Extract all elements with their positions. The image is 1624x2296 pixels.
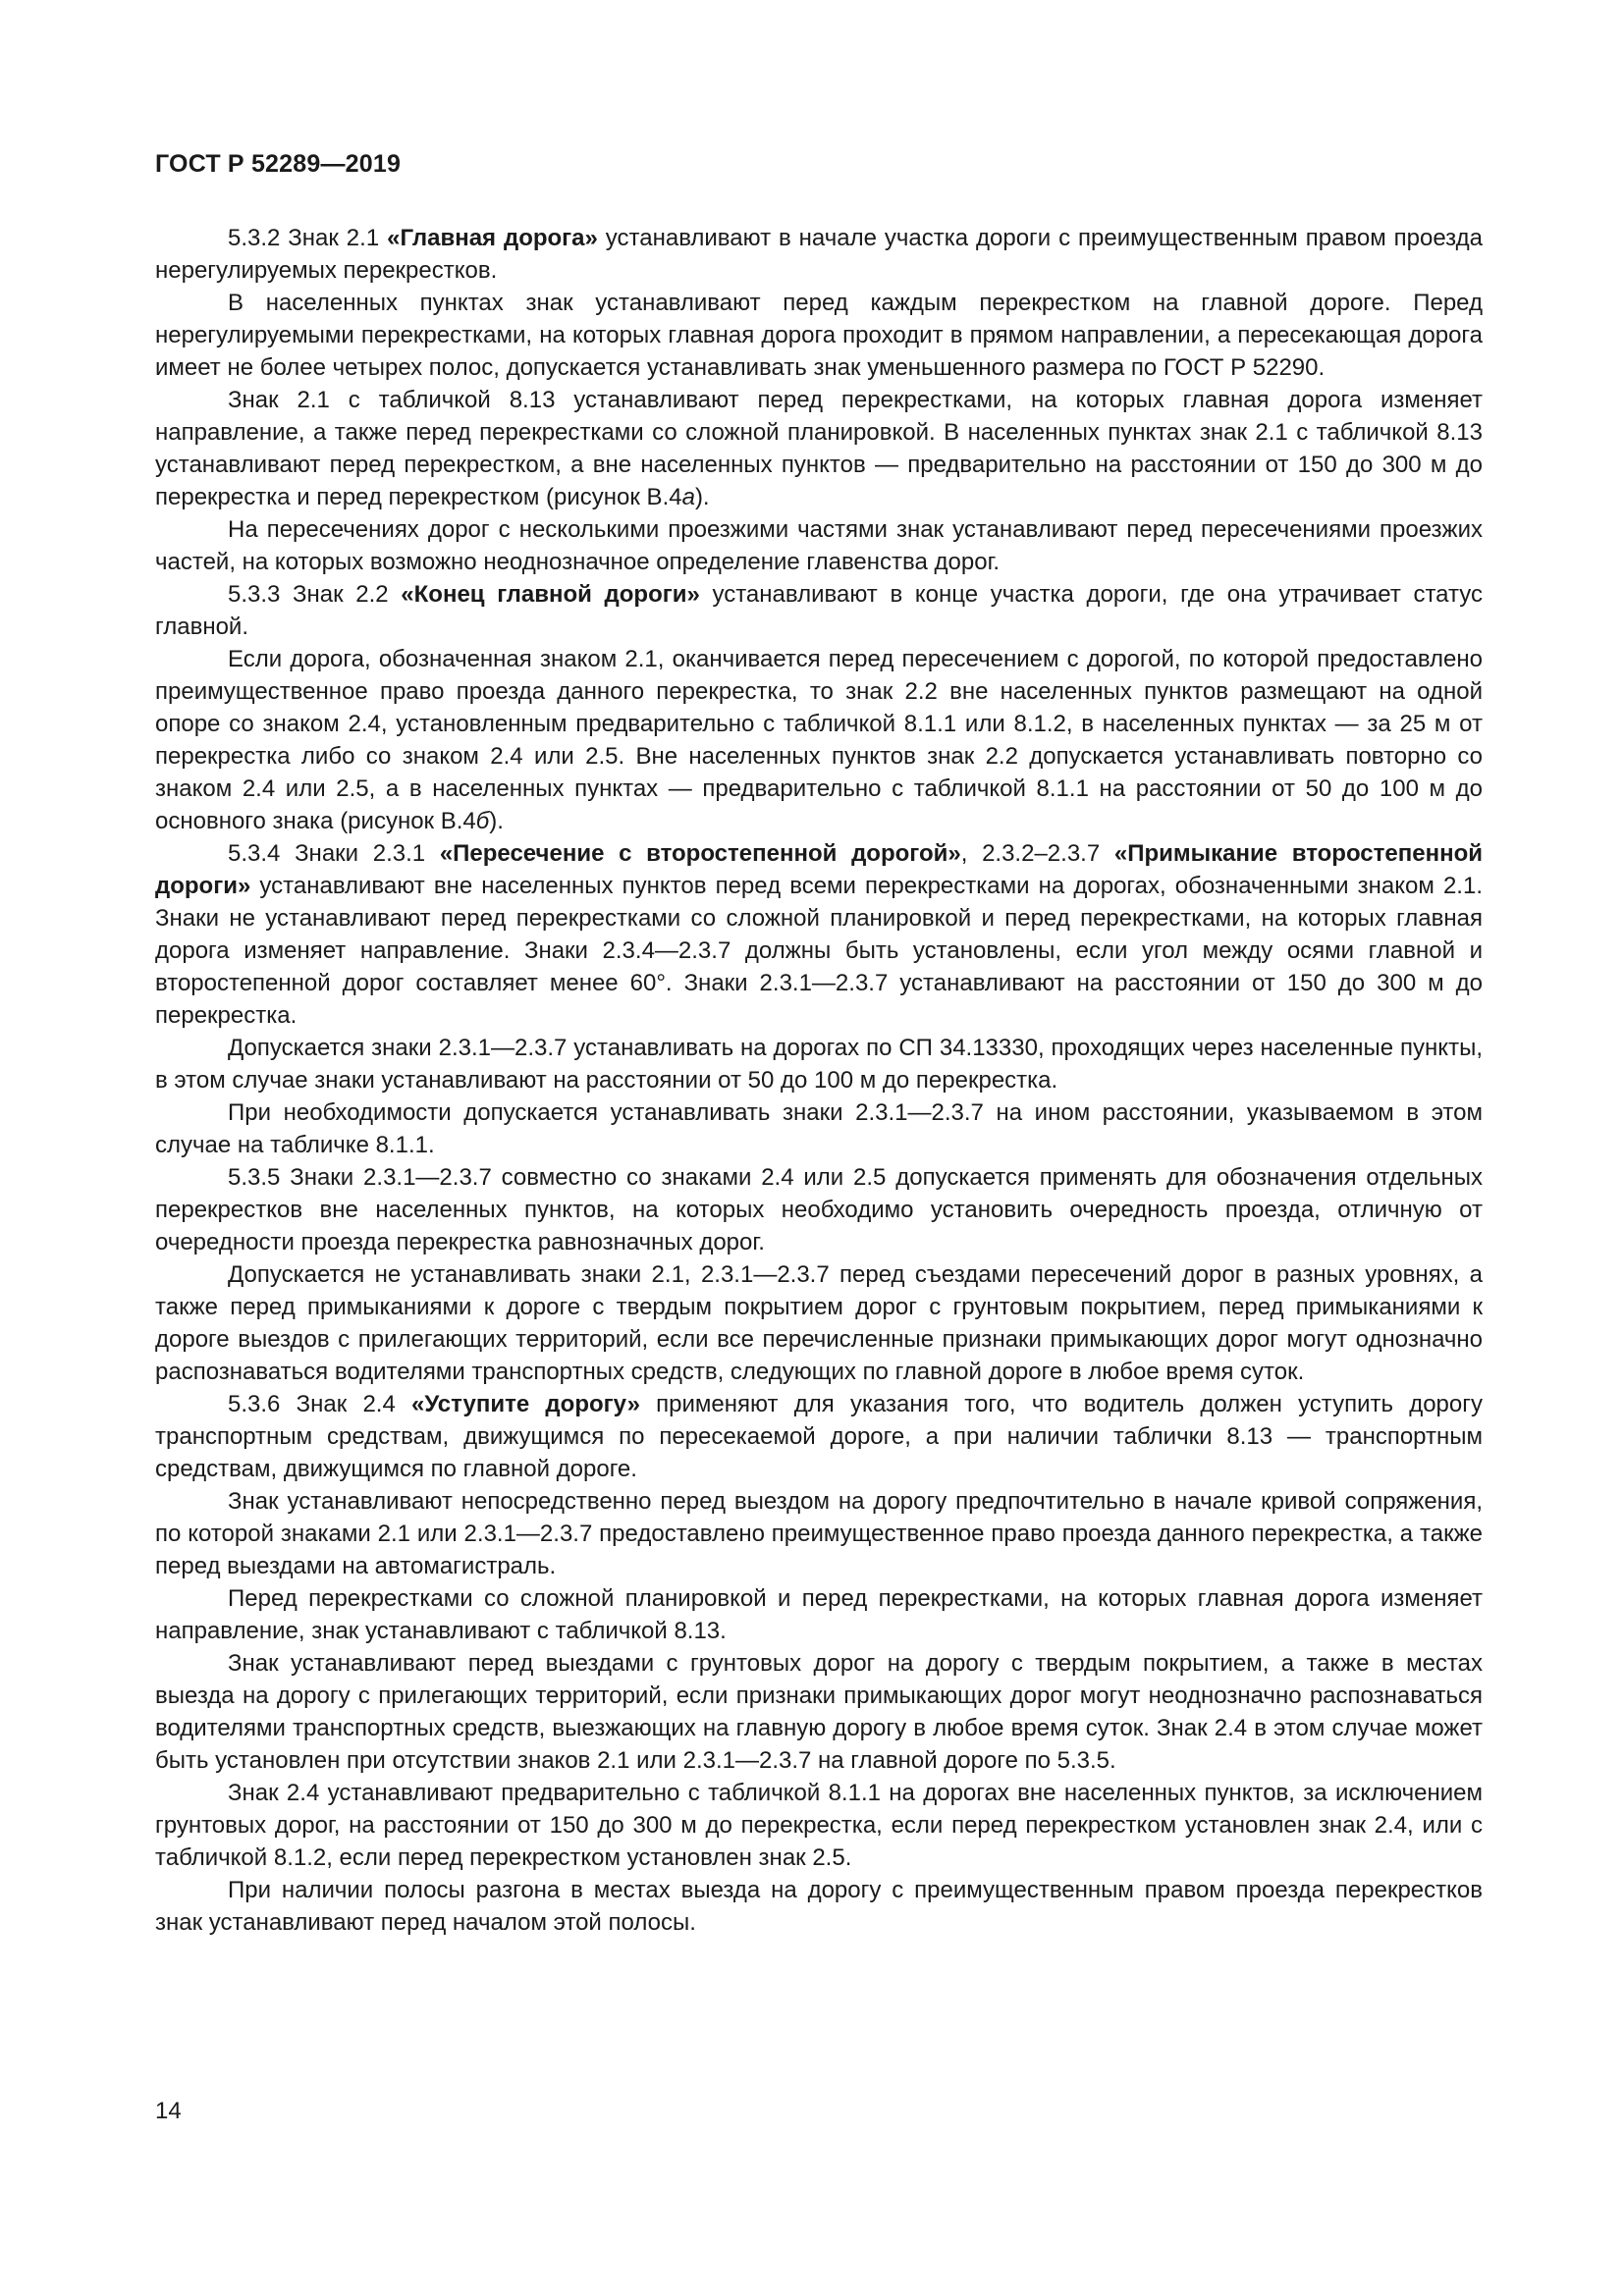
paragraph [155,1582,1483,1647]
paragraph [155,1161,1483,1258]
paragraph [155,837,1483,1032]
document-header: ГОСТ Р 52289—2019 [155,150,402,178]
text-run: Если дорога, обозначенная знаком 2.1, оканчивается перед пересечением с дорогой, по которой предоставлено преимущественное право проезда данного перекрестка, то знак 2.2 вне населенных пунктов размещают на одной опоре со знаком 2.4, установленным предварительно с табличкой 8.1.1 или 8.1.2, в населенных пунктах — за 25 м от перекрестка либо со знаком 2.4 или 2.5. Вне населенных пунктов знак 2.2 допускается устанавливать повторно со знаком 2.4 или 2.5, а в населенных пунктах — предварительно с табличкой 8.1.1 на расстоянии от 50 до 100 м до основного знака (рисунок В.4 [155,646,1483,834]
text-run: Знак 2.1 с табличкой 8.13 устанавливают перед перекрестками, на которых главная дорога изменяет направление, а также перед перекрестками со сложной планировкой. В населенных пунктах знак 2.1 с табличкой 8.13 устанавливают перед перекрестком, а вне населенных пунктов — предварительно на расстоянии от 150 до 300 м до перекрестка и перед перекрестком (рисунок В.4 [155,387,1483,510]
paragraph [155,643,1483,837]
bold-term: «Пересечение с второстепенной дорогой» [439,840,961,867]
paragraph [155,1032,1483,1096]
text-run: устанавливают в начале участка дороги с преимущественным правом проезда нерегулируемых перекрестков. [155,225,1484,284]
paragraph [155,1874,1483,1939]
text-run: устанавливают вне населенных пунктов перед всеми перекрестками на дорогах, обозначенными знаком 2.1. Знаки не устанавливают перед перекрестками со сложной планировкой и перед перекрестками, на которых главная дорога изменяет направление. Знаки 2.3.4—2.3.7 должны быть установлены, если угол между осями главной и второстепенной дорог составляет менее 60°. Знаки 2.3.1—2.3.7 устанавливают на расстоянии от 150 до 300 м до перекрестка. [155,873,1483,1029]
text-run: На пересечениях дорог с несколькими проезжими частями знак устанавливают перед пересечениями проезжих частей, на которых возможно неоднозначное определение главенства дорог. [155,516,1483,575]
text-run: ). [694,484,710,510]
paragraph [155,1777,1483,1874]
text-run: устанавливают в конце участка дороги, где она утрачивает статус главной. [155,581,1483,640]
text-run: Допускается не устанавливать знаки 2.1, 2.3.1—2.3.7 перед съездами пересечений дорог в разных уровнях, а также перед примыканиями к дороге с твердым покрытием дорог с грунтовым покрытием, перед примыканиями к дороге выездов с прилегающих территорий, если все перечисленные признаки примыкающих дорог могут однозначно распознаваться водителями транспортных средств, следующих по главной дороге в любое время суток. [155,1261,1483,1385]
text-run: При наличии полосы разгона в местах выезда на дорогу с преимущественным правом проезда перекрестков знак устанавливают перед началом этой полосы. [155,1877,1483,1936]
text-run: Допускается знаки 2.3.1—2.3.7 устанавливать на дорогах по СП 34.13330, проходящих через населенные пункты, в этом случае знаки устанавливают на расстоянии от 50 до 100 м до перекрестка. [155,1035,1483,1094]
paragraph [155,513,1483,578]
bold-term: «Уступите дорогу» [411,1391,640,1417]
paragraph [155,1485,1483,1582]
paragraph [155,1647,1483,1777]
italic-text: а [681,484,695,510]
text-run: Перед перекрестками со сложной планировкой и перед перекрестками, на которых главная дорога изменяет направление, знак устанавливают с табличкой 8.13. [155,1585,1483,1644]
text-run: Знак устанавливают непосредственно перед выездом на дорогу предпочтительно в начале кривой сопряжения, по которой знаками 2.1 или 2.3.1—2.3.7 предоставлено преимущественное право проезда данного перекрестка, а также перед выездами на автомагистраль. [155,1488,1483,1579]
text-run: 5.3.3 Знак 2.2 [228,581,402,608]
paragraph [155,1096,1483,1161]
text-run: При необходимости допускается устанавливать знаки 2.3.1—2.3.7 на ином расстоянии, указываемом в этом случае на табличке 8.1.1. [155,1099,1483,1158]
text-run: Знак устанавливают перед выездами с грунтовых дорог на дорогу с твердым покрытием, а также в местах выезда на дорогу с прилегающих территорий, если признаки примыкающих дорог могут неоднозначно распознаваться водителями транспортных средств, выезжающих на главную дорогу в любое время суток. Знак 2.4 в этом случае может быть установлен при отсутствии знаков 2.1 или 2.3.1—2.3.7 на главной дороге по 5.3.5. [155,1650,1483,1774]
paragraph [155,1258,1483,1388]
text-run: 5.3.4 Знаки 2.3.1 [228,840,440,867]
page-number: 14 [155,2098,182,2124]
text-run: применяют для указания того, что водитель должен уступить дорогу транспортным средствам, движущимся по пересекаемой дороге, а при наличии таблички 8.13 — транспортным средствам, движущимся по главной дороге. [155,1391,1483,1482]
italic-text: б [475,808,490,834]
text-run: Знак 2.4 устанавливают предварительно с табличкой 8.1.1 на дорогах вне населенных пунктов, за исключением грунтовых дорог, на расстоянии от 150 до 300 м до перекрестка, если перед перекрестком установлен знак 2.4, или с табличкой 8.1.2, если перед перекрестком установлен знак 2.5. [155,1780,1483,1871]
paragraph [155,287,1483,384]
text-run: В населенных пунктах знак устанавливают перед каждым перекрестком на главной дороге. Перед нерегулируемыми перекрестками, на которых главная дорога проходит в прямом направлении, а пересекающая дорога имеет не более четырех полос, допускается устанавливать знак уменьшенного размера по ГОСТ Р 52290. [155,290,1483,381]
paragraph [155,578,1483,643]
bold-term: «Примыкание второстепенной дороги» [155,840,1483,899]
paragraph [155,384,1483,513]
paragraph [155,1388,1483,1485]
paragraph [155,222,1483,287]
text-run: 5.3.5 Знаки 2.3.1—2.3.7 совместно со знаками 2.4 или 2.5 допускается применять для обозначения отдельных перекрестков вне населенных пунктов, на которых необходимо установить очередность проезда, отличную от очередности проезда перекрестка равнозначных дорог. [155,1164,1483,1255]
text-run: ). [489,808,504,834]
bold-term: «Главная дорога» [387,225,598,251]
text-run: , 2.3.2–2.3.7 [960,840,1114,867]
document-body [155,222,1483,1939]
text-run: 5.3.2 Знак 2.1 [228,225,388,251]
text-run: 5.3.6 Знак 2.4 [228,1391,412,1417]
bold-term: «Конец главной дороги» [401,581,700,608]
